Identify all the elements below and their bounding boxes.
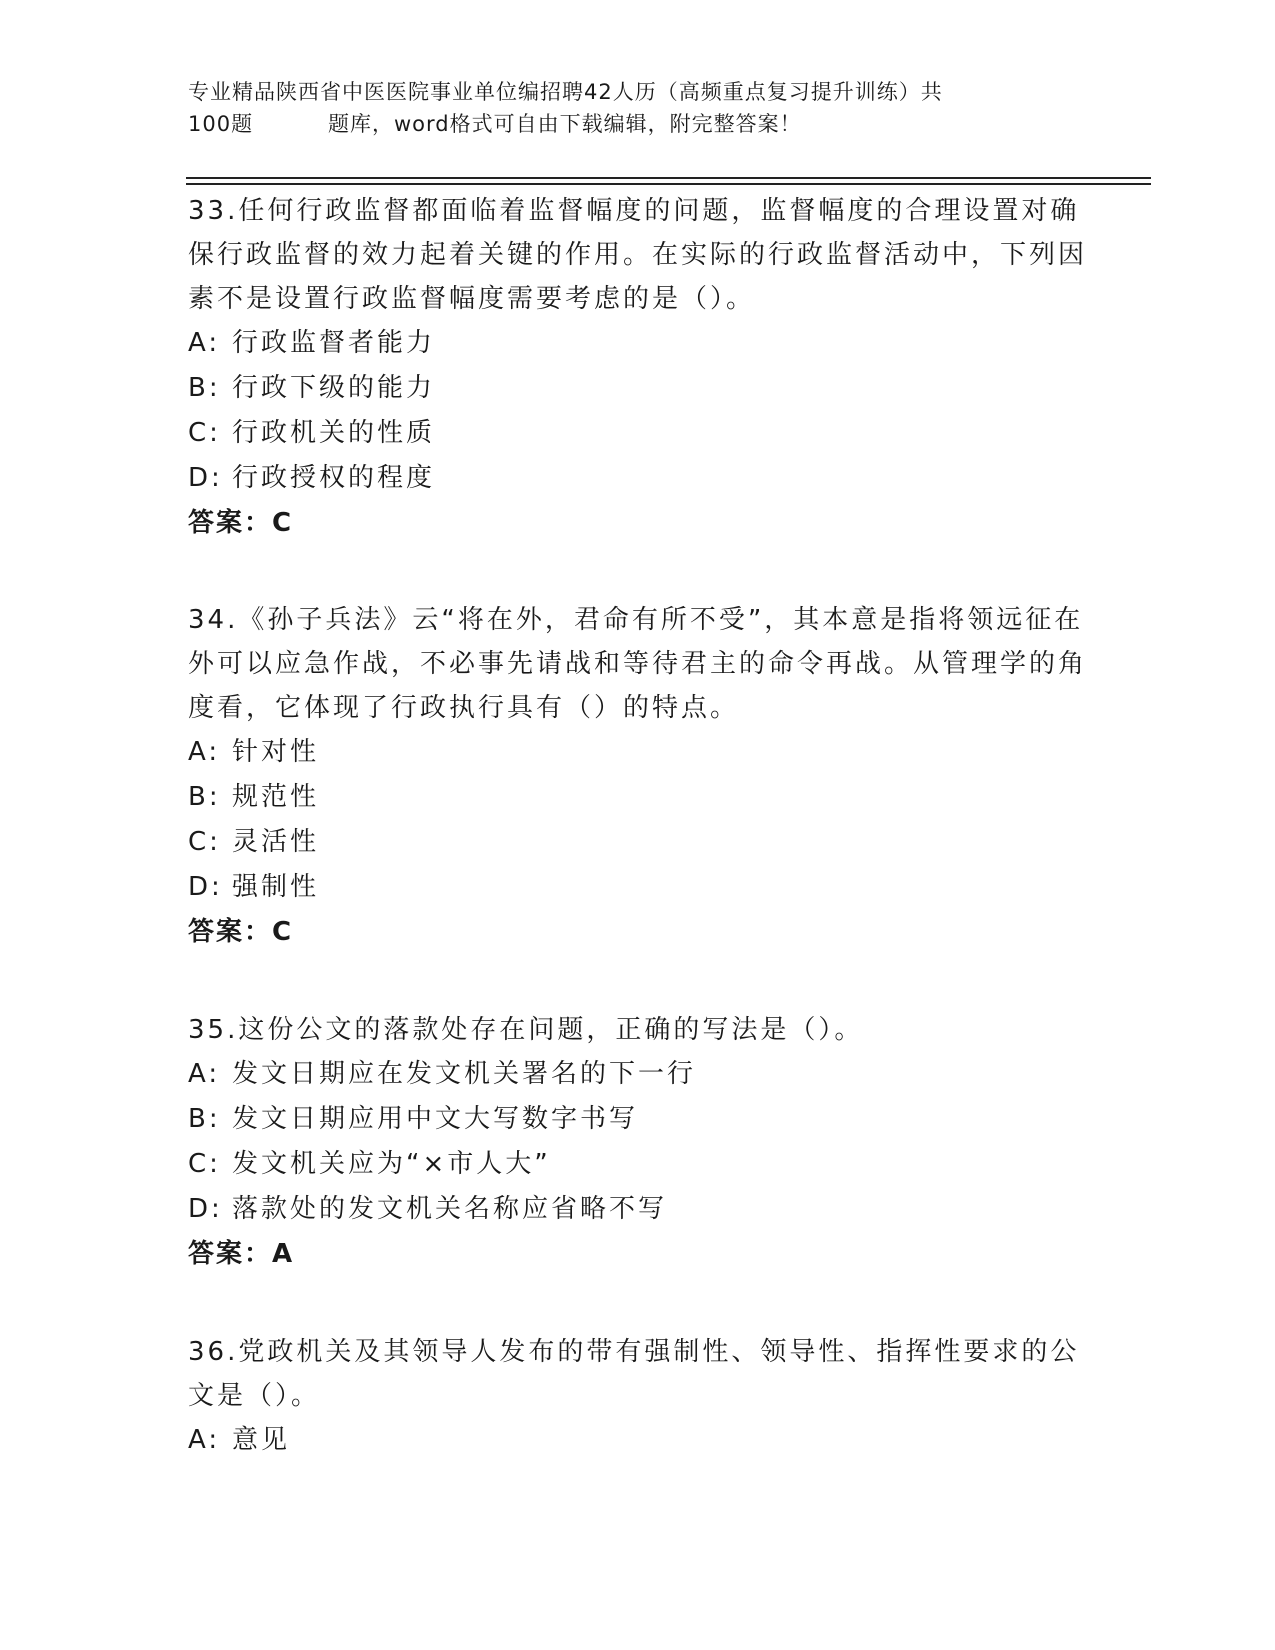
option-d <box>188 1187 1088 1232</box>
option-key: A: <box>188 737 221 767</box>
option-text: 行政监督者能力 <box>232 328 436 358</box>
document-header <box>188 76 1068 140</box>
option-text: 规范性 <box>232 782 320 812</box>
question-stem: 33.任何行政监督都面临着监督幅度的问题，监督幅度的合理设置对确保行政监督的效力起着关键的作用。在实际的行政监督活动中，下列因素不是设置行政监督幅度需要考虑的是（）。 <box>188 196 1088 314</box>
question-33 <box>188 189 1088 546</box>
question-stem: 35.这份公文的落款处存在问题，正确的写法是（）。 <box>188 1015 864 1045</box>
option-text: 行政授权的程度 <box>232 463 436 493</box>
option-text: 针对性 <box>232 737 320 767</box>
question-stem: 34.《孙子兵法》云“将在外，君命有所不受”，其本意是指将领远征在外可以应急作战，不必事先请战和等待君主的命令再战。从管理学的角度看，它体现了行政执行具有（）的特点。 <box>188 605 1088 723</box>
option-text: 行政下级的能力 <box>232 373 436 403</box>
question-35 <box>188 1008 1088 1277</box>
option-text: 发文日期应在发文机关署名的下一行 <box>232 1059 697 1089</box>
header-description: 题库，word格式可自由下载编辑，附完整答案！ <box>328 112 802 136</box>
option-key: D: <box>188 872 223 902</box>
option-key: B: <box>188 373 221 403</box>
option-text: 落款处的发文机关名称应省略不写 <box>232 1194 668 1224</box>
header-divider-bottom <box>186 183 1151 185</box>
option-c <box>188 411 1088 456</box>
option-b <box>188 775 1088 820</box>
question-36 <box>188 1330 1088 1463</box>
option-key: A: <box>188 1425 221 1455</box>
option-a <box>188 730 1088 775</box>
option-d <box>188 456 1088 501</box>
option-key: B: <box>188 782 221 812</box>
option-key: A: <box>188 1059 221 1089</box>
option-key: D: <box>188 463 223 493</box>
option-text: 强制性 <box>232 872 320 902</box>
header-title-line-2 <box>188 108 1068 140</box>
option-c <box>188 820 1088 865</box>
option-key: C: <box>188 1149 221 1179</box>
header-title-line-1: 专业精品陕西省中医医院事业单位编招聘42人历（高频重点复习提升训练）共 <box>188 80 943 104</box>
option-key: B: <box>188 1104 221 1134</box>
option-key: D: <box>188 1194 223 1224</box>
option-c <box>188 1142 1088 1187</box>
option-a <box>188 1052 1088 1097</box>
option-key: C: <box>188 827 221 857</box>
option-text: 意见 <box>232 1425 291 1455</box>
header-question-count: 100题 <box>188 112 254 136</box>
option-key: C: <box>188 418 221 448</box>
option-text: 行政机关的性质 <box>232 418 436 448</box>
answer-line: 答案：C <box>188 917 294 947</box>
question-stem: 36.党政机关及其领导人发布的带有强制性、领导性、指挥性要求的公文是（）。 <box>188 1337 1080 1411</box>
header-divider-top <box>186 177 1151 179</box>
option-key: A: <box>188 328 221 358</box>
option-d <box>188 865 1088 910</box>
answer-line: 答案：C <box>188 508 294 538</box>
option-a <box>188 1418 1088 1463</box>
answer-line: 答案：A <box>188 1239 295 1269</box>
option-text: 灵活性 <box>232 827 320 857</box>
option-b <box>188 366 1088 411</box>
option-b <box>188 1097 1088 1142</box>
option-text: 发文日期应用中文大写数字书写 <box>232 1104 639 1134</box>
option-text: 发文机关应为“×市人大” <box>232 1149 551 1179</box>
option-a <box>188 321 1088 366</box>
question-34 <box>188 598 1088 955</box>
